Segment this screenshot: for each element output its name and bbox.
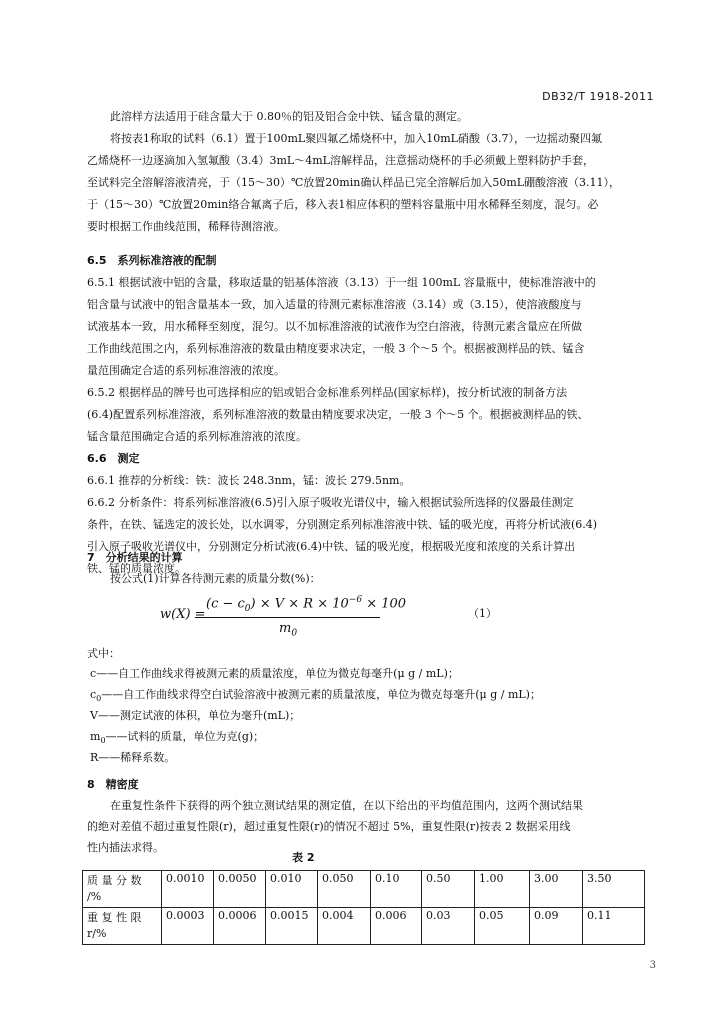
body-text-line: (6.4)配置系列标准溶液，系列标准溶液的数量由精度要求决定，一般 3 个～5 个。根据被测样品的铁、 xyxy=(87,408,589,421)
symbol-definition xyxy=(90,710,300,724)
section-6-6-1-text: 6.6.1 推荐的分析线：铁：波长 248.3nm，锰：波长 279.5nm。 xyxy=(87,474,411,487)
formula-subscript: 0 xyxy=(291,628,298,639)
row-header-line: 重 复 性 限 xyxy=(87,911,142,924)
symbol-subscript: 0 xyxy=(100,736,106,746)
body-text-line: 乙烯烧杯一边逐滴加入氢氟酸（3.4）3mL～4mL溶解样品，注意摇动烧杯的手必须戴上塑料防护手套， xyxy=(87,154,594,167)
formula-denominator-symbol: m xyxy=(279,621,292,636)
section-heading-8: 8 精密度 xyxy=(87,778,139,791)
symbol-description: ——稀释系数。 xyxy=(98,751,176,764)
body-text-line: 锰含量范围确定合适的系列标准溶液的浓度。 xyxy=(87,430,307,443)
row-header xyxy=(83,908,162,945)
table-cell: 0.11 xyxy=(583,908,645,945)
formula-lhs: w(X) = xyxy=(160,607,206,622)
formula-denominator xyxy=(279,622,297,639)
document-code: DB32/T 1918-2011 xyxy=(542,90,654,103)
body-text-line: 性内插法求得。 xyxy=(87,841,164,854)
table-cell: 3.00 xyxy=(530,871,583,908)
table-cell: 0.09 xyxy=(530,908,583,945)
row-header xyxy=(83,871,162,908)
body-text-line: 6.5.2 根据样品的牌号也可选择相应的铝或铝合金标准系列样品(国家标样)，按分析试液的制备方法 xyxy=(87,386,568,399)
formula-numerator xyxy=(206,596,406,614)
section-heading-6-6: 6.6 测定 xyxy=(87,452,140,465)
symbol-subscript: 0 xyxy=(96,694,102,704)
body-text-line: 将按表1称取的试料（6.1）置于100mL聚四氟乙烯烧杯中，加入10mL硝酸（3.7），一边摇动聚四氟 xyxy=(110,132,602,145)
table-caption: 表 2 xyxy=(292,851,315,864)
precision-table xyxy=(82,870,645,945)
body-text-line: 铁、锰的质量浓度。 xyxy=(87,562,186,575)
body-text-line: 试液基本一致，用水稀释至刻度，混匀。以不加标准溶液的试液作为空白溶液，待测元素含量应在所做 xyxy=(87,320,582,333)
symbol-definition xyxy=(90,752,175,766)
table-cell: 0.050 xyxy=(318,871,371,908)
table-cell: 0.0003 xyxy=(162,908,214,945)
table-row xyxy=(83,908,645,945)
body-text-line: 在重复性条件下获得的两个独立测试结果的测定值，在以下给出的平均值范围内，这两个测试结果 xyxy=(110,799,583,812)
fraction-bar xyxy=(195,617,380,618)
table-cell: 0.0010 xyxy=(162,871,214,908)
table-cell: 3.50 xyxy=(583,871,645,908)
table-cell: 0.50 xyxy=(422,871,475,908)
symbol: V xyxy=(90,709,98,722)
where-label: 式中： xyxy=(87,647,120,660)
table-row xyxy=(83,871,645,908)
row-header-line: r/% xyxy=(87,927,107,940)
formula-numerator-part: ) × V × R × 10 xyxy=(250,596,349,612)
formula-exponent: −6 xyxy=(348,595,363,605)
body-text-line: 6.5.1 根据试液中铝的含量，移取适量的铝基体溶液（3.13）于一组 100mL 容量瓶中，使标准溶液中的 xyxy=(87,276,596,289)
formula-numerator-part: (c − c xyxy=(206,596,245,612)
table-cell: 0.03 xyxy=(422,908,475,945)
symbol: c xyxy=(90,688,97,701)
symbol: R xyxy=(90,751,99,764)
body-text-line: 于（15～30）℃放置20min络合氟离子后，移入表1相应体积的塑料容量瓶中用水稀释至刻度，混匀。必 xyxy=(87,198,599,211)
table-cell: 0.010 xyxy=(266,871,318,908)
formula-numerator-part: × 100 xyxy=(362,596,407,612)
symbol: m xyxy=(90,730,101,743)
symbol-definition xyxy=(90,731,264,745)
body-text-line: 6.6.2 分析条件：将系列标准溶液(6.5)引入原子吸收光谱仪中，输入根据试验所选择的仪器最佳测定 xyxy=(87,496,574,509)
body-text-line: 引入原子吸收光谱仪中，分别测定分析试液(6.4)中铁、锰的吸光度，根据吸光度和浓度的关系计算出 xyxy=(87,540,576,553)
formula-subscript: 0 xyxy=(244,603,251,614)
body-text-line: 量范围确定合适的系列标准溶液的浓度。 xyxy=(87,364,285,377)
section-heading-6-5: 6.5 系列标准溶液的配制 xyxy=(87,254,217,267)
symbol-description: ——测定试液的体积，单位为毫升(mL)； xyxy=(97,709,301,722)
page-number: 3 xyxy=(649,960,656,971)
symbol: c xyxy=(90,667,97,680)
body-text-line: 铝含量与试液中的铝含量基本一致，加入适量的待测元素标准溶液（3.14）或（3.15），使溶液酸度与 xyxy=(87,298,582,311)
body-text-line: 条件，在铁、锰选定的波长处，以水调零，分别测定系列标准溶液中铁、锰的吸光度，再将分析试液(6.4) xyxy=(87,518,598,531)
table-cell: 0.0006 xyxy=(214,908,266,945)
symbol-description: ——自工作曲线求得被测元素的质量浓度，单位为微克每毫升(μ g / mL)； xyxy=(96,667,459,680)
body-text-line: 至试料完全溶解溶液清亮，于（15～30）℃放置20min确认样品已完全溶解后加入50mL硼酸溶液（3.11）， xyxy=(87,176,621,189)
body-text-line: 此溶样方法适用于硅含量大于 0.80％的铝及铝合金中铁、锰含量的测定。 xyxy=(110,110,468,123)
symbol-description: ——自工作曲线求得空白试验溶液中被测元素的质量浓度，单位为微克每毫升(μ g / mL)； xyxy=(101,688,541,701)
body-text-line: 的绝对差值不超过重复性限(r)，超过重复性限(r)的情况不超过 5%，重复性限(r)按表 2 数据采用线 xyxy=(87,820,571,833)
table-cell: 1.00 xyxy=(475,871,530,908)
symbol-definition xyxy=(90,668,459,682)
formula-lead-text: 按公式(1)计算各待测元素的质量分数(%)： xyxy=(110,572,321,585)
table-cell: 0.05 xyxy=(475,908,530,945)
body-text-line: 要时根据工作曲线范围，稀释待测溶液。 xyxy=(87,220,285,233)
symbol-description: ——试料的质量，单位为克(g)； xyxy=(105,730,265,743)
table-cell: 0.006 xyxy=(371,908,422,945)
section-heading-7: 7 分析结果的计算 xyxy=(87,551,183,564)
row-header-line: /% xyxy=(87,890,102,903)
table-cell: 0.0050 xyxy=(214,871,266,908)
table-cell: 0.0015 xyxy=(266,908,318,945)
formula-number: （1） xyxy=(468,607,497,620)
row-header-line: 质 量 分 数 xyxy=(87,874,142,887)
table-cell: 0.10 xyxy=(371,871,422,908)
symbol-definition xyxy=(90,689,541,703)
table-cell: 0.004 xyxy=(318,908,371,945)
body-text-line: 工作曲线范围之内，系列标准溶液的数量由精度要求决定，一般 3 个～5 个。根据被测样品的铁、锰含 xyxy=(87,342,585,355)
